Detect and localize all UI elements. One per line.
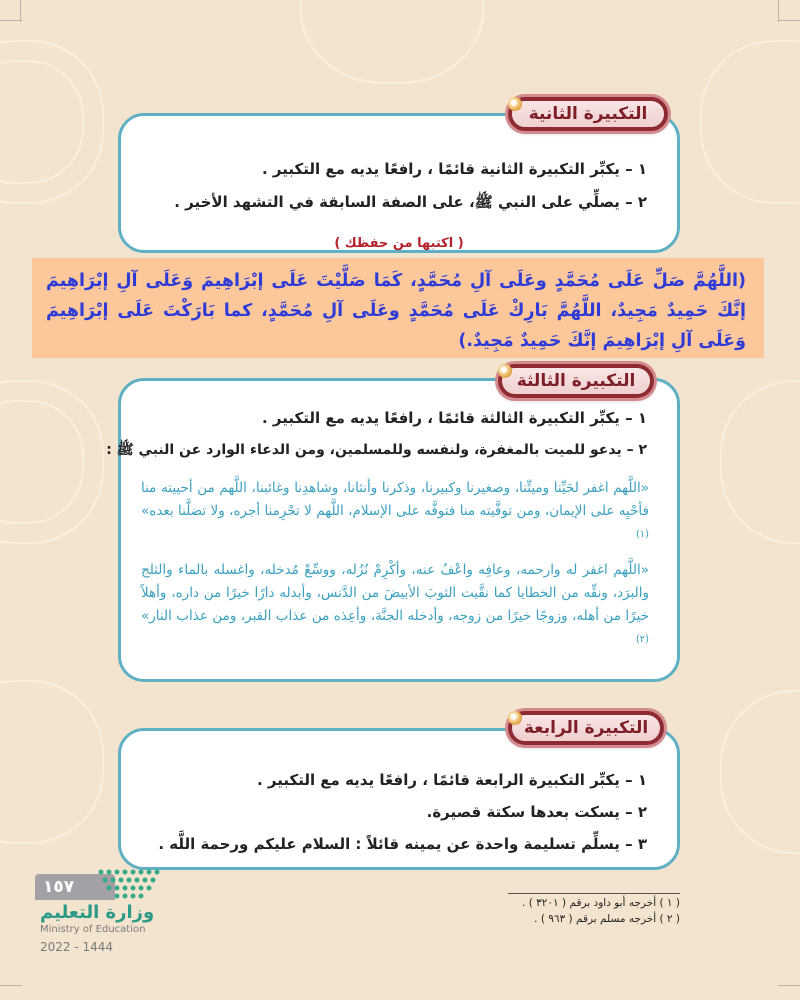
ministry-name-en: Ministry of Education bbox=[40, 924, 146, 935]
second-takbeer-item-2: ٢ – يصلِّي على النبي ﷺ، على الصفة السابقة في التشهد الأخير . bbox=[174, 193, 647, 211]
third-takbeer-title: التكبيرة الثالثة bbox=[498, 364, 654, 398]
crop-mark bbox=[0, 985, 22, 986]
ministry-logo-dots-icon bbox=[95, 866, 165, 902]
page-number: ١٥٧ bbox=[43, 877, 75, 897]
salawat-highlight: (اللَّهُمَّ صَلِّ عَلَى مُحَمَّدٍ وعَلَى آلِ مُحَمَّدٍ، كَمَا صَلَّيْتَ عَلَى إبْرَاهِيمَ وَعَلَى آلِ إبْرَاهِيمَ إنَّكَ حَمِيدٌ مَجِيدٌ، اللَّهُمَّ بَارِكْ عَلَى مُحَمَّدٍ وعَلَى آلِ مُحَمَّدٍ، كما بَارَكْتَ عَلَى إبْرَاهِيمَ وَعَلَى آلِ إبْرَاهِيمَ إنَّكَ حَمِيدٌ مَجِيدٌ.) bbox=[32, 258, 764, 358]
ornament-dot-icon bbox=[508, 711, 522, 725]
fourth-takbeer-item-3: ٣ – يسلِّم تسليمة واحدة عن يمينه قائلاً : السلام عليكم ورحمة اللَّه . bbox=[158, 835, 647, 853]
ornament-dot-icon bbox=[498, 364, 512, 378]
edition-year: 2022 - 1444 bbox=[40, 940, 114, 954]
third-takbeer-item-2: ٢ – يدعو للميت بالمغفرة، ولنفسه وللمسلمين، ومن الدعاء الوارد عن النبي ﷺ : bbox=[106, 442, 647, 458]
ornament-dot-icon bbox=[508, 97, 522, 111]
crop-mark bbox=[778, 0, 779, 22]
crop-mark bbox=[778, 20, 800, 21]
fourth-takbeer-title: التكبيرة الرابعة bbox=[508, 711, 664, 745]
footnote-separator bbox=[508, 893, 680, 894]
fourth-takbeer-item-1: ١ – يكبِّر التكبيرة الرابعة قائمًا ، رافعًا يديه مع التكبير . bbox=[256, 771, 647, 789]
memorize-label: ( اكتبها من حفظك ) bbox=[334, 236, 464, 251]
fourth-takbeer-item-2: ٢ – يسكت بعدها سكتة قصيرة. bbox=[426, 803, 647, 821]
third-takbeer-card bbox=[106, 378, 680, 682]
crop-mark bbox=[778, 985, 800, 986]
footnote-ref-1: (١) bbox=[635, 529, 649, 540]
second-takbeer-card bbox=[118, 113, 680, 253]
third-takbeer-item-1: ١ – يكبِّر التكبيرة الثالثة قائمًا ، رافعًا يديه مع التكبير . bbox=[262, 409, 647, 427]
footnote-ref-2: (٢) bbox=[635, 634, 649, 645]
dua-second: «اللَّهم اغفر له وارحمه، وعافِه واعْفُ عنه، وأكْرِمْ نُزُله، ووسِّعْ مُدخله، واغسله بالماء والثلج والبرَد، ونقِّه من الخطايا كما نقَّيت الثوبَ الأبيضَ من الدَّنس، وأبدله دارًا خيرًا من داره، وأهلاً خيرًا من أهله، وزوجًا خيرًا من زوجه، وأدخله الجنَّة، وأعِذه من عذاب القبر، ومن عذاب النار» $^{(٢)}$ bbox=[141, 562, 649, 645]
footnote-1: ( ١ ) أخرجه أبو داود برقم ( ٣٢٠١ ) . bbox=[522, 897, 680, 909]
fourth-takbeer-card bbox=[118, 728, 680, 870]
second-takbeer-title: التكبيرة الثانية bbox=[508, 97, 668, 131]
crop-mark bbox=[20, 0, 21, 22]
footnote-2: ( ٢ ) أخرجه مسلم برقم ( ٩٦٣ ) . bbox=[534, 913, 680, 925]
dua-first: «اللَّهم اغفر لحَيِّنا وميتِّنا، وصغيرنا وكبيرنا، وذكرنا وأنثانا، وشاهدِنا وغائبنا، اللَّهم من أحييته منا فأحْيِه على الإيمان، ومن توفَّيته منا فتوفَّه على الإسلام، اللَّهم لا تحْرِمنا أجره، ولا تضلَّنا بعده» $^{(١)}$ bbox=[141, 480, 649, 540]
crop-mark bbox=[0, 20, 22, 21]
ministry-name-ar: وزارة التعليم bbox=[40, 902, 155, 923]
second-takbeer-item-1: ١ – يكبِّر التكبيرة الثانية قائمًا ، رافعًا يديه مع التكبير . bbox=[262, 160, 647, 178]
